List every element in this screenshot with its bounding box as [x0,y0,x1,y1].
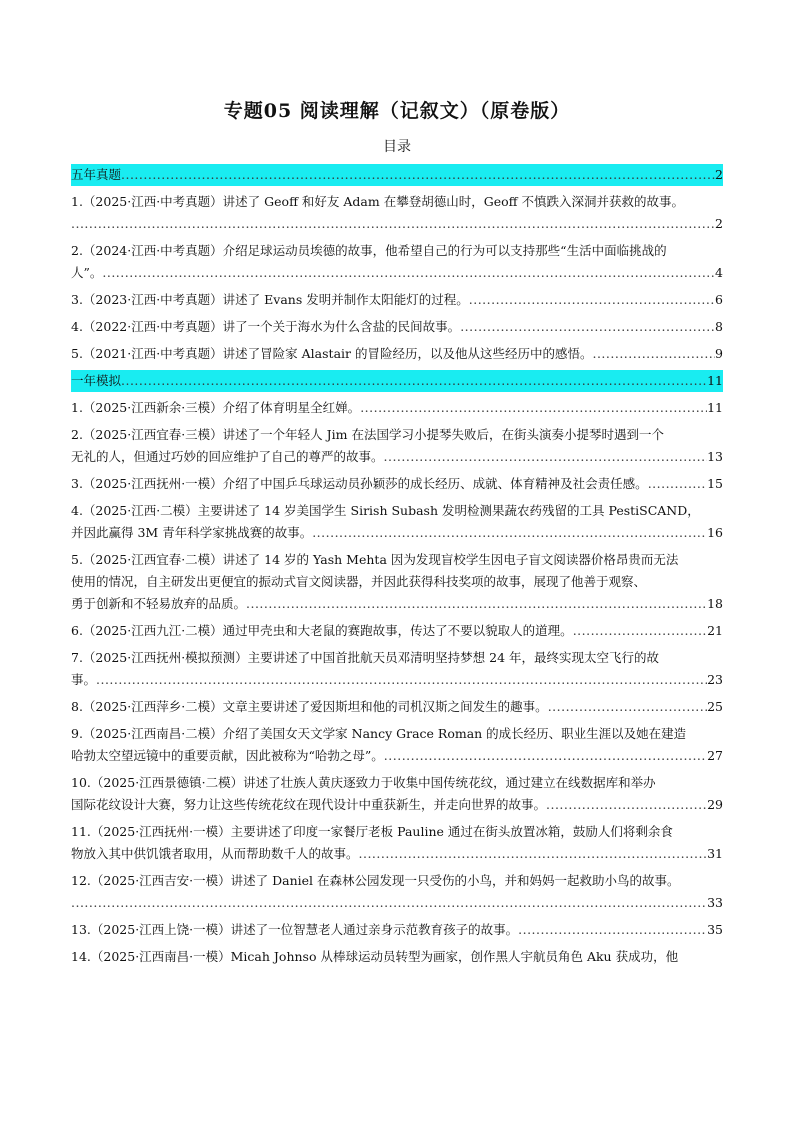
toc-section [71,370,723,968]
dot-leader [359,843,708,865]
dot-leader [648,473,707,495]
dot-leader [546,794,707,816]
toc-row[interactable] [71,669,723,691]
toc-entry[interactable] [71,500,723,544]
toc-entry[interactable] [71,821,723,865]
toc-heading: 目录 [383,139,411,155]
page-number: 15 [707,476,723,491]
page-number: 29 [707,797,723,812]
toc-text: 事。 [71,672,97,687]
page-number: 2 [715,167,723,182]
toc-row[interactable] [71,446,723,468]
toc-entry[interactable] [71,696,723,718]
toc-row[interactable] [71,343,723,365]
toc-row[interactable] [71,696,723,718]
page-number: 18 [707,596,723,611]
dot-leader [548,696,707,718]
page-number: 23 [707,672,723,687]
dot-leader [246,593,707,615]
toc-line: 1.（2025·江西·中考真题）讲述了 Geoff 和好友 Adam 在攀登胡德山时，Geoff 不慎跌入深洞并获救的故事。 [71,194,684,209]
page-number: 35 [707,922,723,937]
toc-text: 4.（2022·江西·中考真题）讲了一个关于海水为什么含盐的民间故事。 [71,319,461,334]
toc-line: 使用的情况，自主研发出更便宜的振动式盲文阅读器，并因此获得科技奖项的故事，展现了他善于观察、 [71,574,647,589]
toc-text: 8.（2025·江西萍乡·二模）文章主要讲述了爱因斯坦和他的司机汉斯之间发生的趣事。 [71,699,548,714]
dot-leader [384,745,707,767]
dot-leader [573,620,707,642]
toc-line: 14.（2025·江西南昌·一模）Micah Johnso 从棒球运动员转型为画家，创作黑人宇航员角色 Aku 获成功，他 [71,949,679,964]
toc-text: 五年真题 [71,167,122,182]
toc-line: 9.（2025·江西南昌·二模）介绍了美国女天文学家 Nancy Grace Roman 的成长经历、职业生涯以及她在建造 [71,726,687,741]
toc-row[interactable] [71,745,723,767]
toc-text: 勇于创新和不轻易放弃的品质。 [71,596,247,611]
toc-text: 哈勃太空望远镜中的重要贡献，因此被称为“哈勃之母”。 [71,748,384,763]
toc-entry[interactable] [71,772,723,816]
toc-line: 4.（2025·江西·二模）主要讲述了 14 岁美国学生 Sirish Subash 发明检测果蔬农药残留的工具 PestiSCAND， [71,503,700,518]
toc-text: 3.（2025·江西抚州·一模）介绍了中国乒乓球运动员孙颖莎的成长经历、成就、体育精神及社会责任感。 [71,476,648,491]
toc-row[interactable] [71,794,723,816]
toc-text: 6.（2025·江西九江·二模）通过甲壳虫和大老鼠的赛跑故事，传达了不要以貌取人的道理。 [71,623,573,638]
toc-entry[interactable] [71,647,723,691]
toc-row[interactable] [71,316,723,338]
dot-leader [71,892,707,914]
toc-line: 7.（2025·江西抚州·模拟预测）主要讲述了中国首批航天员邓清明坚持梦想 24 年，最终实现太空飞行的故 [71,650,660,665]
toc-line: 12.（2025·江西吉安·一模）讲述了 Daniel 在森林公园发现一只受伤的小鸟，并和妈妈一起救助小鸟的故事。 [71,873,680,888]
toc-line: 2.（2024·江西·中考真题）介绍足球运动员埃德的故事，他希望自己的行为可以支持那些“生活中面临挑战的 [71,243,667,258]
page-number: 27 [707,748,723,763]
page-number: 21 [707,623,723,638]
toc-text: 13.（2025·江西上饶·一模）讲述了一位智慧老人通过亲身示范教育孩子的故事。 [71,922,519,937]
dot-leader [592,343,715,365]
toc-row[interactable] [71,843,723,865]
toc-row[interactable] [71,620,723,642]
dot-leader [518,919,707,941]
toc-row[interactable] [71,593,723,615]
toc-entry[interactable] [71,240,723,284]
toc-text: 无礼的人，但通过巧妙的回应维护了自己的尊严的故事。 [71,449,384,464]
toc-entry[interactable] [71,424,723,468]
page-number: 4 [715,265,723,280]
toc-row[interactable] [71,213,723,235]
toc-row[interactable] [71,289,723,311]
toc-entry[interactable] [71,473,723,495]
toc-line: 10.（2025·江西景德镇·二模）讲述了壮族人黄庆逐致力于收集中国传统花纹，通过建立在线数据库和举办 [71,775,656,790]
toc-entry[interactable] [71,397,723,419]
toc-row[interactable] [71,397,723,419]
toc-text: 物放入其中供饥饿者取用，从而帮助数千人的故事。 [71,846,359,861]
dot-leader [121,164,715,186]
toc-row[interactable] [71,919,723,941]
page-number: 8 [715,319,723,334]
dot-leader [121,370,707,392]
toc-text: 国际花纹设计大赛，努力让这些传统花纹在现代设计中重获新生，并走向世界的故事。 [71,797,547,812]
toc-line: 2.（2025·江西宜春·三模）讲述了一个年轻人 Jim 在法国学习小提琴失败后，在街头演奏小提琴时遇到一个 [71,427,664,442]
page-number: 9 [715,346,723,361]
toc-entry[interactable] [71,919,723,941]
dot-leader [469,289,715,311]
dot-leader [384,446,708,468]
toc-section [71,164,723,365]
dot-leader [460,316,715,338]
toc-entry[interactable] [71,870,723,914]
dot-leader [102,262,715,284]
toc-row[interactable] [71,892,723,914]
page-number: 13 [707,449,723,464]
dot-leader [312,522,707,544]
toc-text: 1.（2025·江西新余·三模）介绍了体育明星全红婵。 [71,400,361,415]
page-number: 31 [707,846,723,861]
toc-entry[interactable] [71,191,723,235]
toc-text: 并因此赢得 3M 青年科学家挑战赛的故事。 [71,525,313,540]
toc-text: 5.（2021·江西·中考真题）讲述了冒险家 Alastair 的冒险经历，以及他从这些经历中的感悟。 [71,346,593,361]
toc-text: 3.（2023·江西·中考真题）讲述了 Evans 发明并制作太阳能灯的过程。 [71,292,469,307]
page-number: 11 [707,373,723,388]
toc-entry[interactable] [71,316,723,338]
dot-leader [360,397,707,419]
page-number: 6 [715,292,723,307]
toc-line: 5.（2025·江西宜春·二模）讲述了 14 岁的 Yash Mehta 因为发现盲校学生因电子盲文阅读器价格昂贵而无法 [71,552,679,567]
toc-row[interactable] [71,473,723,495]
toc-entry[interactable] [71,946,723,968]
dot-leader [71,213,715,235]
toc-entry[interactable] [71,620,723,642]
dot-leader [96,669,707,691]
page-number: 33 [707,895,723,910]
page-number: 2 [715,216,723,231]
toc-text: 一年模拟 [71,373,122,388]
toc-entry[interactable] [71,723,723,767]
toc-section-header[interactable] [71,370,723,392]
page-number: 25 [707,699,723,714]
page-number: 11 [707,400,723,415]
toc-section-header[interactable] [71,164,723,186]
toc-entry[interactable] [71,289,723,311]
table-of-contents [71,164,723,973]
page-number: 16 [707,525,723,540]
toc-row[interactable] [71,522,723,544]
toc-row[interactable] [71,262,723,284]
document-title: 专题05 阅读理解（记叙文）（原卷版） [223,100,571,122]
toc-line: 11.（2025·江西抚州·一模）主要讲述了印度一家餐厅老板 Pauline 通过在街头放置冰箱，鼓励人们将剩余食 [71,824,673,839]
toc-text: 人”。 [71,265,103,280]
toc-entry[interactable] [71,343,723,365]
toc-entry[interactable] [71,549,723,615]
